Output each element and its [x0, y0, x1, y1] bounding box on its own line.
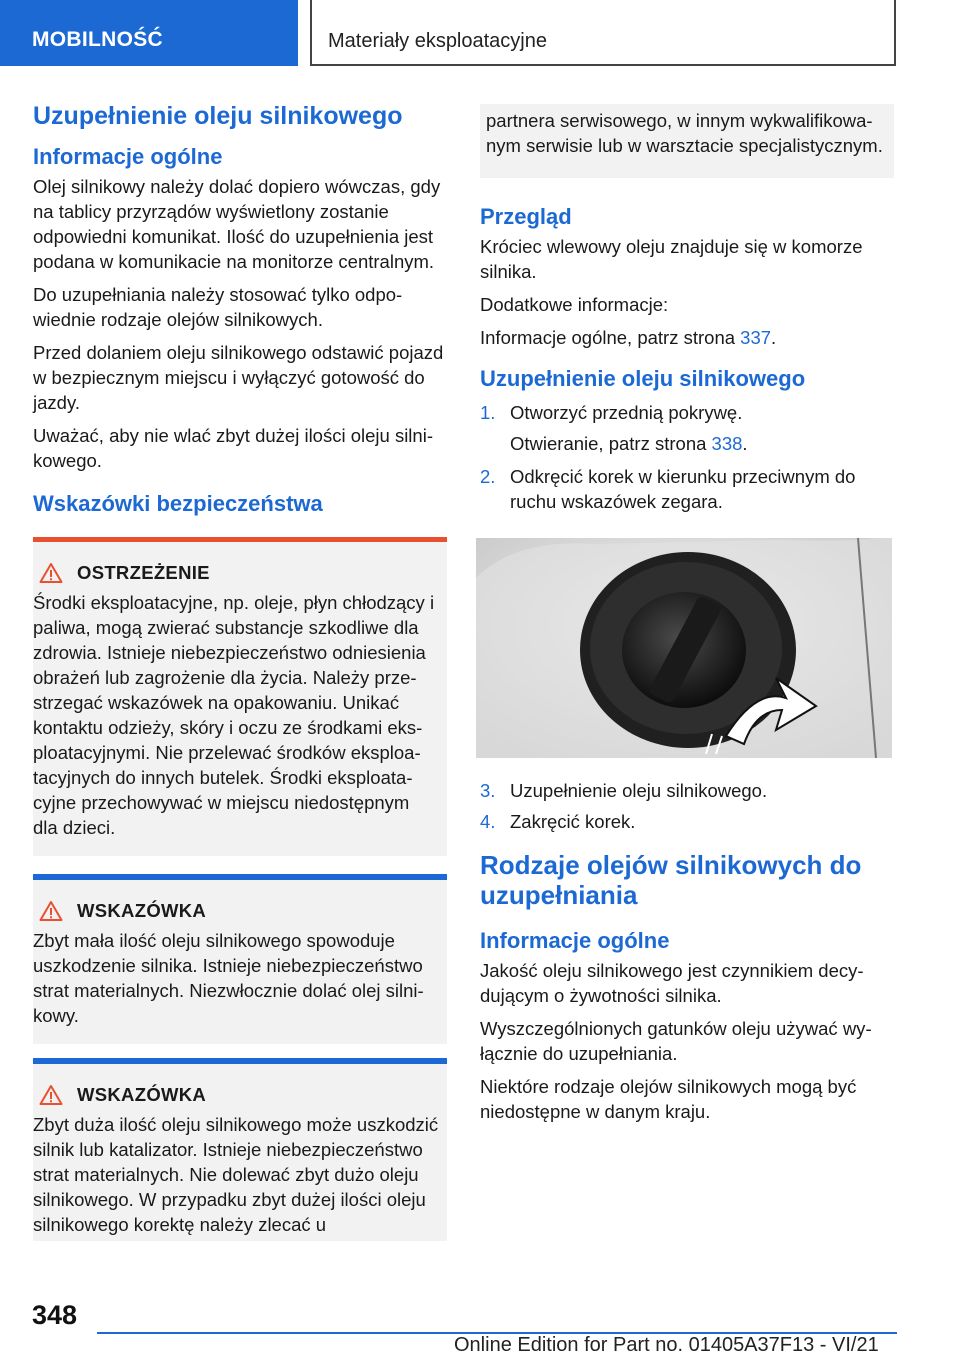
- warning-title: OSTRZEŻENIE: [77, 562, 210, 583]
- oil-cap-illustration: [476, 538, 892, 758]
- page-header: [0, 0, 960, 66]
- note-text: partnera serwisowego, w innym wykwalifikowanym serwisie lub w warsztacie specjalistycznym.: [486, 110, 883, 156]
- paragraph: Króciec wlewowy oleju znajduje się w komorze silnika.: [480, 236, 863, 282]
- paragraph: Do uzupełniania należy stosować tylko odpowiednie rodzaje olejów silnikowych.: [33, 284, 403, 330]
- overview-heading: Przegląd: [480, 204, 572, 229]
- list-item: [480, 400, 894, 425]
- paragraph: Przed dolaniem oleju silnikowego odstawić pojazd w bezpiecznym miejscu i wyłączyć gotowość do jazdy.: [33, 342, 444, 413]
- section-tab: [0, 0, 298, 66]
- step-sub: Otwieranie, patrz strona 338.: [510, 433, 748, 454]
- section-label: MOBILNOŚĆ: [32, 28, 164, 51]
- note-title: WSKAZÓWKA: [77, 1084, 207, 1105]
- right-column: [480, 104, 894, 1132]
- paragraph: Wyszczególnionych gatunków oleju używać wyłącznie do uzupełniania.: [480, 1018, 872, 1064]
- note-text: Zbyt duża ilość oleju silnikowego może uszkodzić silnik lub katalizator. Istnieje niebezpieczeństwo strat materialnych. Nie dolewać zbyt dużo oleju silnikowego. W przypadku zbyt dużej ilości oleju silnikowego korektę należy zlecać u: [33, 1114, 439, 1235]
- page-link[interactable]: 337: [740, 327, 772, 348]
- types-heading: Rodzaje olejów silnikowych do uzupełniania: [480, 850, 862, 910]
- left-column: [33, 100, 447, 1241]
- step-number: 4.: [480, 811, 496, 832]
- reference-text: Informacje ogólne, patrz strona: [480, 327, 741, 348]
- paragraph: Jakość oleju silnikowego jest czynnikiem decydującym o żywotności silnika.: [480, 960, 864, 1006]
- chapter-tab: [310, 0, 896, 66]
- step-text: Zakręcić korek.: [510, 811, 636, 832]
- paragraph: Dodatkowe informacje:: [480, 294, 669, 315]
- types-general-heading: Informacje ogólne: [480, 928, 670, 953]
- reference-text: Otwieranie, patrz strona: [510, 433, 712, 454]
- paragraph: Informacje ogólne, patrz strona 337.: [480, 327, 777, 348]
- warning-triangle-icon: [39, 562, 63, 584]
- note-title: WSKAZÓWKA: [77, 900, 207, 921]
- warning-triangle-icon: [39, 1084, 63, 1106]
- warning-box: [33, 537, 447, 856]
- note-box: [33, 1058, 447, 1241]
- step-text: Otworzyć przednią pokrywę.: [510, 402, 743, 423]
- step-number: 1.: [480, 402, 496, 423]
- chapter-label: Materiały eksploatacyjne: [328, 30, 547, 52]
- safety-heading: Wskazówki bezpieczeństwa: [33, 491, 323, 516]
- step-text: Odkręcić korek w kierunku przeciwnym do ruchu wskazówek zegara.: [510, 466, 856, 512]
- general-heading: Informacje ogólne: [33, 144, 223, 169]
- section-title: Uzupełnienie oleju silnikowego: [33, 102, 403, 130]
- list-item: [480, 464, 894, 514]
- list-item: [480, 778, 894, 803]
- paragraph: Niektóre rodzaje olejów silnikowych mogą być niedostępne w danym kraju.: [480, 1076, 857, 1122]
- step-text: Uzupełnienie oleju silnikowego.: [510, 780, 768, 801]
- paragraph: Uważać, aby nie wlać zbyt dużej ilości oleju silnikowego.: [33, 425, 433, 471]
- warning-triangle-icon: [39, 900, 63, 922]
- note-text: Zbyt mała ilość oleju silnikowego spowoduje uszkodzenie silnika. Istnieje niebezpieczeństwo strat materialnych. Niezwłocznie dolać olej silnikowy.: [33, 930, 424, 1026]
- page-link[interactable]: 338: [711, 433, 743, 454]
- refill-heading: Uzupełnienie oleju silnikowego: [480, 366, 806, 391]
- oil-cap-photo: [476, 538, 892, 758]
- note-box-continued: [480, 104, 894, 178]
- list-item: [480, 809, 894, 834]
- step-number: 2.: [480, 466, 496, 487]
- note-box: [33, 874, 447, 1044]
- edition-label: Online Edition for Part no. 01405A37F13 - VI/21: [454, 1334, 879, 1356]
- step-number: 3.: [480, 780, 496, 801]
- warning-text: Środki eksploatacyjne, np. oleje, płyn chłodzący i paliwa, mogą zwierać substancje szkodliwe dla zdrowia. Istnieje niebezpieczeństwo odniesienia obrażeń lub zagrożenie dla życia. Należy przestrzegać wskazówek na opakowaniu. Unikać kontaktu odzieży, skóry i oczu ze środkami eksploatacyjnymi. Nie przelewać środków eksploatacyjnych do innych butelek. Środki eksploatacyjne przechowywać w miejscu niedostępnym dla dzieci.: [33, 592, 435, 838]
- paragraph: Olej silnikowy należy dolać dopiero wówczas, gdy na tablicy przyrządów wyświetlony zostanie odpowiedni komunikat. Ilość do uzupełnienia jest podana w komunikacie na monitorze centralnym.: [33, 176, 441, 272]
- page-number: 348: [32, 1300, 78, 1330]
